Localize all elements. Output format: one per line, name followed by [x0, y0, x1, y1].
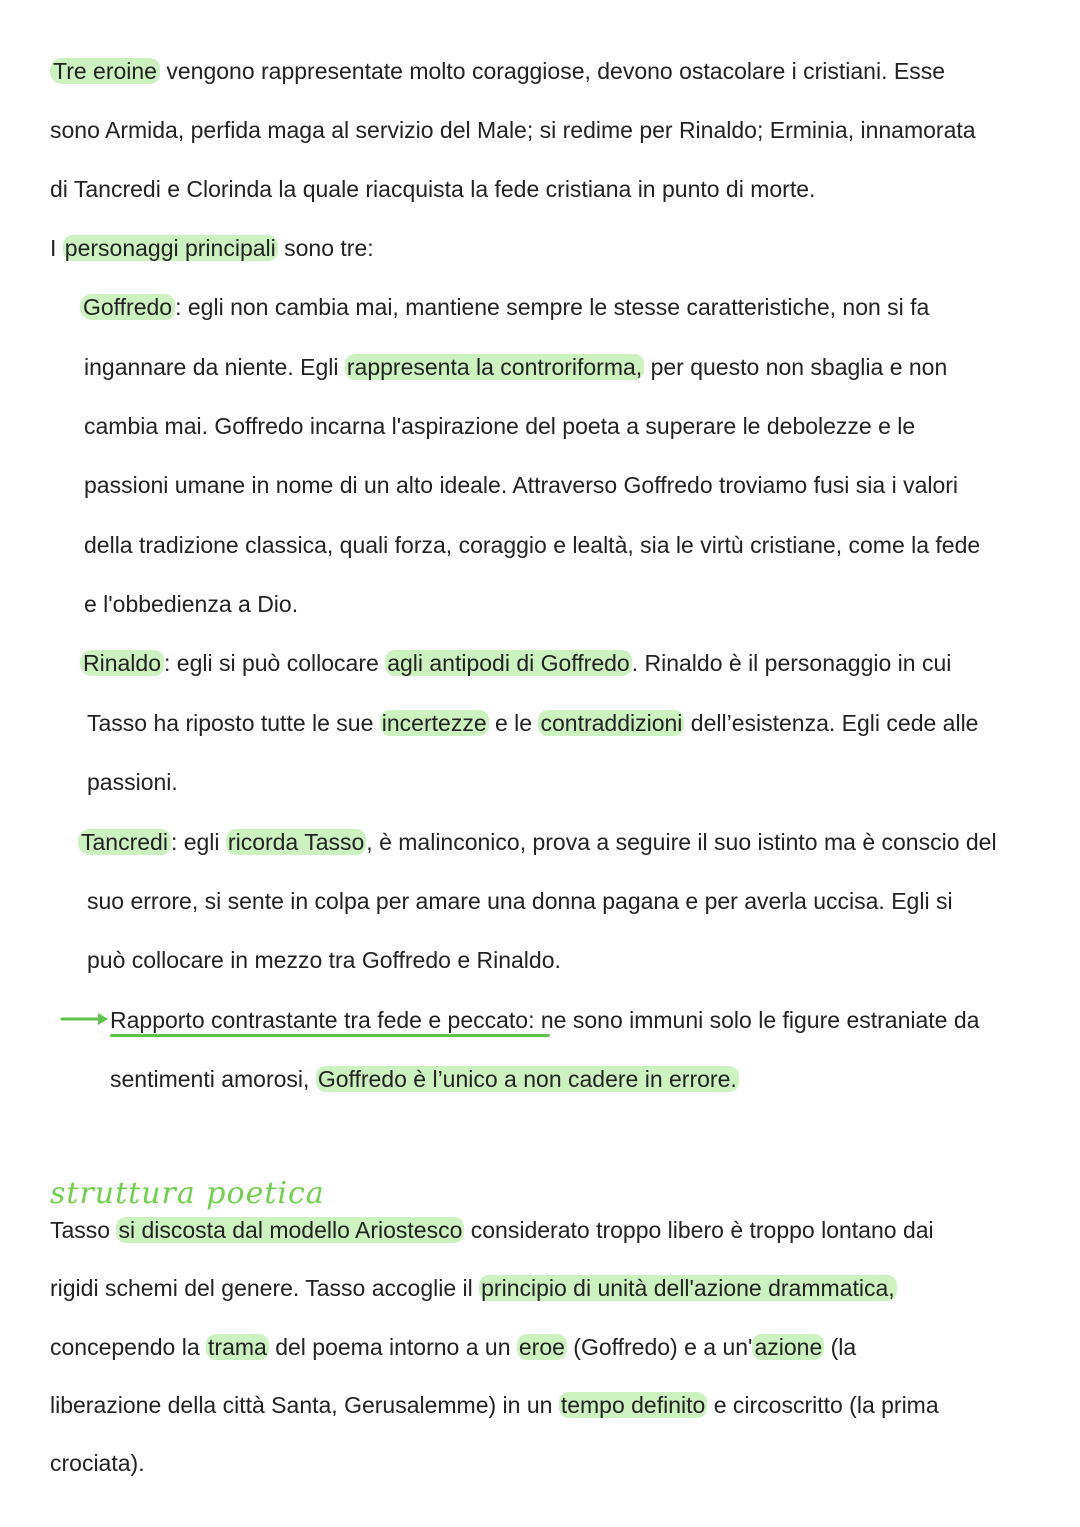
highlight-eroe: eroe: [518, 1334, 565, 1360]
p1-line-1: Tre eroine vengono rappresentate molto coraggiose, devono ostacolare i cristiani. Esse: [50, 56, 945, 86]
highlight-rinaldo: Rinaldo: [80, 650, 164, 676]
rinaldo-line-3: passioni.: [87, 769, 178, 795]
green-underline: [110, 1034, 550, 1037]
goffredo-line-1: Goffredo : egli non cambia mai, mantiene sempre le stesse caratteristiche, non si fa: [80, 292, 929, 322]
highlight-principio-unita: principio di unità dell'azione drammatica,: [481, 1275, 895, 1301]
right-arrow-icon: [60, 1009, 110, 1029]
struttura-line-5: crociata).: [50, 1450, 145, 1476]
struttura-line-4: liberazione della città Santa, Gerusalemme) in un tempo definito e circoscritto (la prima: [50, 1392, 939, 1418]
goffredo-line-5: della tradizione classica, quali forza, coraggio e lealtà, sia le virtù cristiane, come la fede: [84, 532, 981, 558]
underlined-rapporto: Rapporto contrastante tra fede e peccato:: [110, 1007, 535, 1033]
rinaldo-line-2: Tasso ha riposto tutte le sue incertezze e le contraddizioni dell’esistenza. Egli cede alle: [87, 710, 979, 736]
goffredo-line-2: ingannare da niente. Egli rappresenta la controriforma, per questo non sbaglia e non: [84, 354, 948, 380]
highlight-trama: trama: [208, 1334, 267, 1360]
struttura-line-3: concependo la trama del poema intorno a un eroe (Goffredo) e a un'azione (la: [50, 1334, 857, 1360]
highlight-tre-eroine: Tre eroine: [50, 58, 160, 84]
section-heading-struttura-poetica: struttura poetica: [50, 1176, 325, 1211]
highlight-tempo-definito: tempo definito: [560, 1392, 706, 1418]
struttura-line-2: rigidi schemi del genere. Tasso accoglie il principio di unità dell'azione drammatica,: [50, 1275, 895, 1301]
intro-line: I personaggi principali sono tre:: [50, 235, 374, 261]
highlight-tancredi: Tancredi: [78, 829, 171, 855]
highlight-discosta: si discosta dal modello Ariostesco: [118, 1217, 463, 1243]
highlight-goffredo: Goffredo: [80, 294, 175, 320]
struttura-line-1: Tasso si discosta dal modello Ariostesco considerato troppo libero è troppo lontano dai: [50, 1217, 934, 1243]
rinaldo-line-1: Rinaldo : egli si può collocare agli antipodi di Goffredo. Rinaldo è il personaggio in cui: [80, 648, 951, 678]
tancredi-line-3: può collocare in mezzo tra Goffredo e Rinaldo.: [87, 947, 561, 973]
highlight-personaggi: personaggi principali: [64, 235, 276, 261]
rapporto-line-2: sentimenti amorosi, Goffredo è l’unico a non cadere in errore.: [110, 1066, 737, 1092]
highlight-antipodi: agli antipodi di Goffredo: [387, 650, 630, 676]
highlight-azione: azione: [754, 1334, 823, 1360]
tancredi-line-2: suo errore, si sente in colpa per amare una donna pagana e per averla uccisa. Egli si: [87, 888, 953, 914]
p1-line-2: sono Armida, perfida maga al servizio del Male; si redime per Rinaldo; Erminia, innamorata: [50, 117, 976, 143]
highlight-contraddizioni: contraddizioni: [540, 710, 683, 736]
goffredo-line-3: cambia mai. Goffredo incarna l'aspirazione del poeta a superare le debolezze e le: [84, 413, 916, 439]
rapporto-line-1: Rapporto contrastante tra fede e peccato: ne sono immuni solo le figure estraniate da: [110, 1007, 980, 1033]
tancredi-line-1: Tancredi : egli ricorda Tasso, è malinconico, prova a seguire il suo istinto ma è conscio del: [78, 827, 997, 857]
highlight-incertezze: incertezze: [381, 710, 487, 736]
p1-line-3: di Tancredi e Clorinda la quale riacquista la fede cristiana in punto di morte.: [50, 176, 816, 202]
highlight-controriforma: rappresenta la controriforma,: [346, 354, 643, 380]
goffredo-line-6: e l'obbedienza a Dio.: [84, 591, 299, 617]
goffredo-line-4: passioni umane in nome di un alto ideale. Attraverso Goffredo troviamo fusi sia i valori: [84, 472, 959, 498]
highlight-goffredo-unico: Goffredo è l’unico a non cadere in errore.: [317, 1066, 737, 1092]
highlight-ricorda-tasso: ricorda Tasso: [227, 829, 365, 855]
